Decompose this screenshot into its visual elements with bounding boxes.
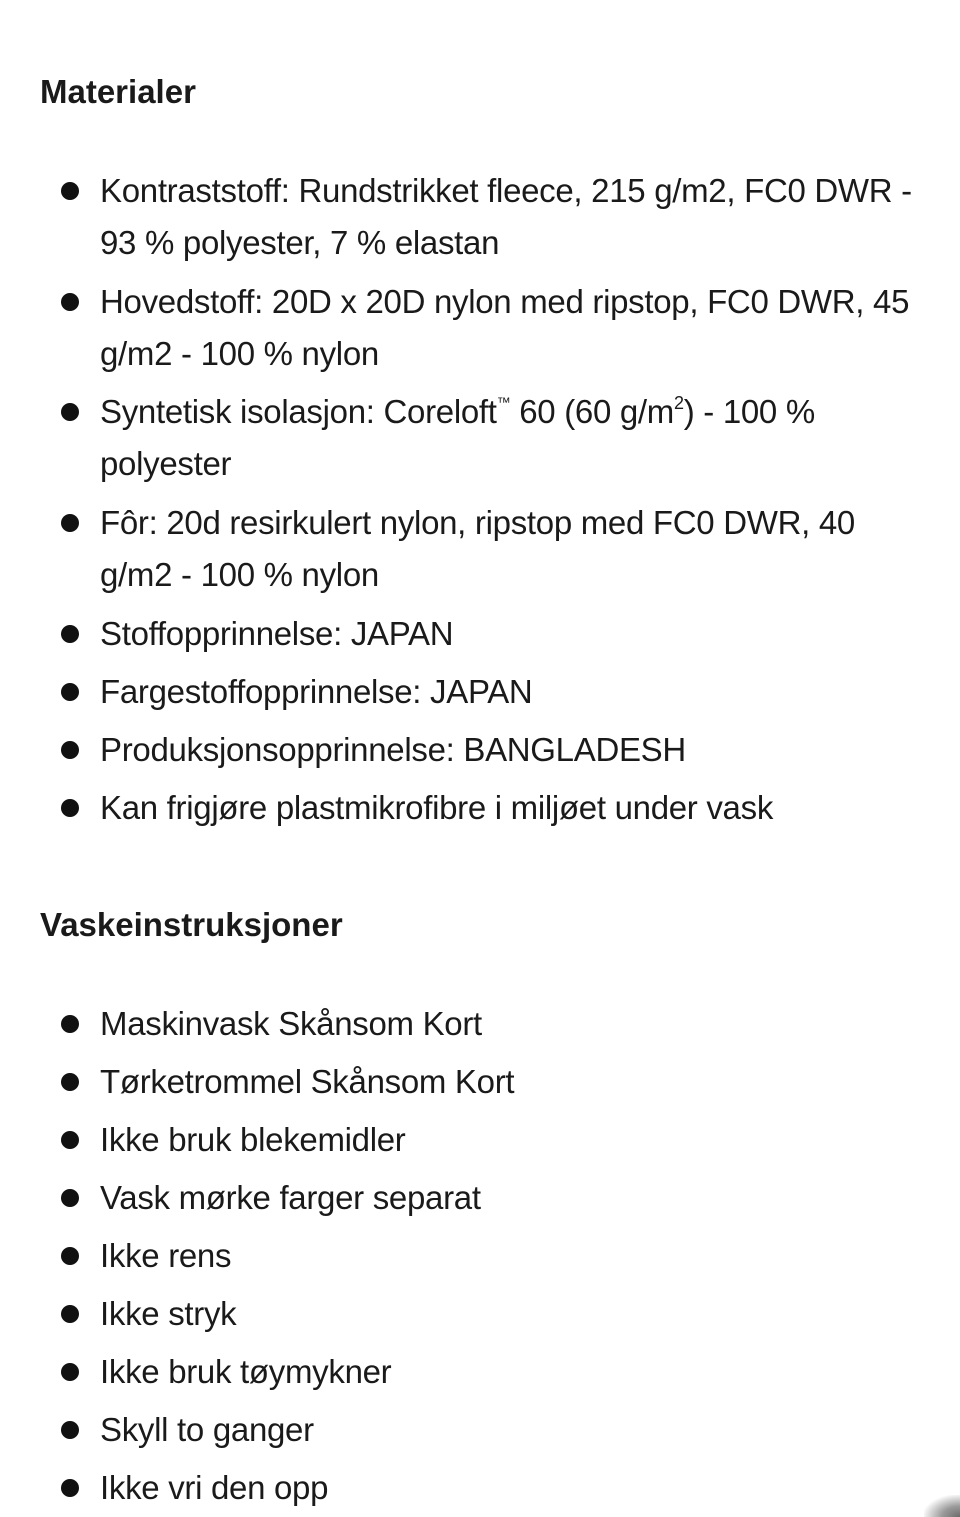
list-item-text: Ikke vri den opp <box>100 1469 329 1506</box>
list-item <box>100 724 930 776</box>
bullet-icon <box>61 1247 79 1265</box>
bullet-icon <box>61 182 79 200</box>
list-item-text: Fôr: 20d resirkulert nylon, ripstop med FC0 DWR, 40 g/m2 - 100 % nylon <box>100 504 855 593</box>
list-item-text: Stoffopprinnelse: JAPAN <box>100 615 454 652</box>
list-item <box>100 497 930 601</box>
list-item-text: Vask mørke farger separat <box>100 1179 481 1216</box>
corner-shadow <box>924 1495 960 1517</box>
list-item-text: Ikke bruk blekemidler <box>100 1121 406 1158</box>
list-item <box>100 1288 930 1340</box>
list-item <box>100 1172 930 1224</box>
list-item-text: Ikke bruk tøymykner <box>100 1353 392 1390</box>
bullet-icon <box>61 799 79 817</box>
bullet-icon <box>61 403 79 421</box>
bullet-icon <box>61 1189 79 1207</box>
materials-heading: Materialer <box>40 73 196 110</box>
list-item-text: Produksjonsopprinnelse: BANGLADESH <box>100 731 686 768</box>
list-item-text: Ikke rens <box>100 1237 232 1274</box>
list-item <box>100 276 930 380</box>
list-item-text: Fargestoffopprinnelse: JAPAN <box>100 673 533 710</box>
list-item-text: Maskinvask Skånsom Kort <box>100 1005 482 1042</box>
list-item-text: Tørketrommel Skånsom Kort <box>100 1063 515 1100</box>
list-item <box>100 386 930 490</box>
bullet-icon <box>61 514 79 532</box>
bullet-icon <box>61 1015 79 1033</box>
list-item <box>100 1404 930 1456</box>
bullet-icon <box>61 293 79 311</box>
list-item <box>100 998 930 1050</box>
bullet-icon <box>61 1363 79 1381</box>
list-item-text: Skyll to ganger <box>100 1411 314 1448</box>
list-item <box>100 666 930 718</box>
bullet-icon <box>61 1305 79 1323</box>
list-item <box>100 1056 930 1108</box>
bullet-icon <box>61 1131 79 1149</box>
list-item-text: Hovedstoff: 20D x 20D nylon med ripstop, FC0 DWR, 45 g/m2 - 100 % nylon <box>100 283 910 372</box>
list-item <box>100 1114 930 1166</box>
bullet-icon <box>61 1073 79 1091</box>
list-item <box>100 608 930 660</box>
list-item-text: Syntetisk isolasjon: Coreloft™ 60 (60 $g/m^2) - 100$ % polyester <box>100 393 815 482</box>
list-item <box>100 1462 930 1514</box>
care-heading: Vaskeinstruksjoner <box>40 906 343 943</box>
list-item <box>100 165 930 269</box>
bullet-icon <box>61 683 79 701</box>
list-item <box>100 782 930 834</box>
bullet-icon <box>61 741 79 759</box>
list-item-text: Kontraststoff: Rundstrikket fleece, 215 g/m2, FC0 DWR - 93 % polyester, 7 % elastan <box>100 172 912 261</box>
list-item-text: Kan frigjøre plastmikrofibre i miljøet under vask <box>100 789 774 826</box>
list-item <box>100 1346 930 1398</box>
list-item <box>100 1230 930 1282</box>
bullet-icon <box>61 1421 79 1439</box>
bullet-icon <box>61 1479 79 1497</box>
list-item-text: Ikke stryk <box>100 1295 237 1332</box>
bullet-icon <box>61 625 79 643</box>
